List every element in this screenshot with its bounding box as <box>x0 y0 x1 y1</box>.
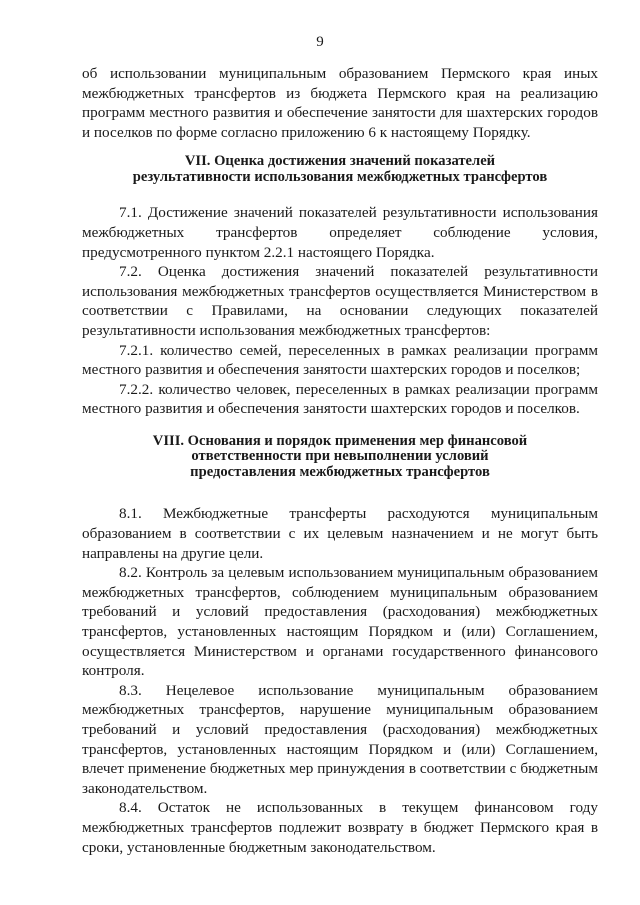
page-content <box>82 64 598 857</box>
section-8-heading <box>82 434 598 481</box>
paragraph-7-2: 7.2. Оценка достижения значений показателей результативности использования межбюджетных трансфертов осуществляется Министерством в соответствии с Правилами, на основании следующих показателей результативности использования межбюджетных трансфертов: <box>82 263 598 339</box>
section-7-heading <box>82 154 598 185</box>
paragraph-7-2-2: 7.2.2. количество человек, переселенных в рамках реализации программ местного развития и обеспечения занятости шахтерских городов и поселков. <box>82 380 598 418</box>
intro-paragraph: об использовании муниципальным образованием Пермского края иных межбюджетных трансфертов из бюджета Пермского края на реализацию программ местного развития и обеспечение занятости для шахтерских городов и поселков по форме согласно приложению 6 к настоящему Порядку. <box>82 65 598 141</box>
section-8-heading-line-3: предоставления межбюджетных трансфертов <box>190 463 490 480</box>
paragraph-8-4: 8.4. Остаток не использованных в текущем финансовом году межбюджетных трансфертов подлежит возврату в бюджет Пермского края в сроки, установленные бюджетным законодательством. <box>82 799 598 856</box>
section-8-heading-line-1: VIII. Основания и порядок применения мер финансовой <box>152 432 528 449</box>
paragraph-7-2-1: 7.2.1. количество семей, переселенных в рамках реализации программ местного развития и обеспечения занятости шахтерских городов и поселков; <box>82 341 598 379</box>
paragraph-8-3: 8.3. Нецелевое использование муниципальным образованием межбюджетных трансфертов, нарушение муниципальным образованием требований и условий предоставления (расходования) межбюджетных трансфертов, установленных настоящим Порядком и (или) Соглашением, влечет применение бюджетных мер принуждения в соответствии с бюджетным законодательством. <box>82 681 598 797</box>
paragraph-7-1: 7.1. Достижение значений показателей результативности использования межбюджетных трансфертов определяет соблюдение условия, предусмотренного пунктом 2.2.1 настоящего Порядка. <box>82 204 598 261</box>
section-8-heading-line-2: ответственности при невыполнении условий <box>191 448 489 465</box>
paragraph-8-1: 8.1. Межбюджетные трансферты расходуются муниципальным образованием в соответствии с их целевым назначением и не могут быть направлены на другие цели. <box>82 505 598 562</box>
paragraph-8-2: 8.2. Контроль за целевым использованием муниципальным образованием межбюджетных трансфертов, соблюдением муниципальным образованием требований и условий предоставления (расходования) межбюджетных трансфертов, установленных настоящим Порядком и (или) Соглашением, осуществляется Министерством и органами государственного финансового контроля. <box>82 564 598 680</box>
section-7-heading-line-1: VII. Оценка достижения значений показателей <box>184 153 496 170</box>
section-7-heading-line-2: результативности использования межбюджетных трансфертов <box>132 168 548 185</box>
page-number: 9 <box>316 34 324 50</box>
